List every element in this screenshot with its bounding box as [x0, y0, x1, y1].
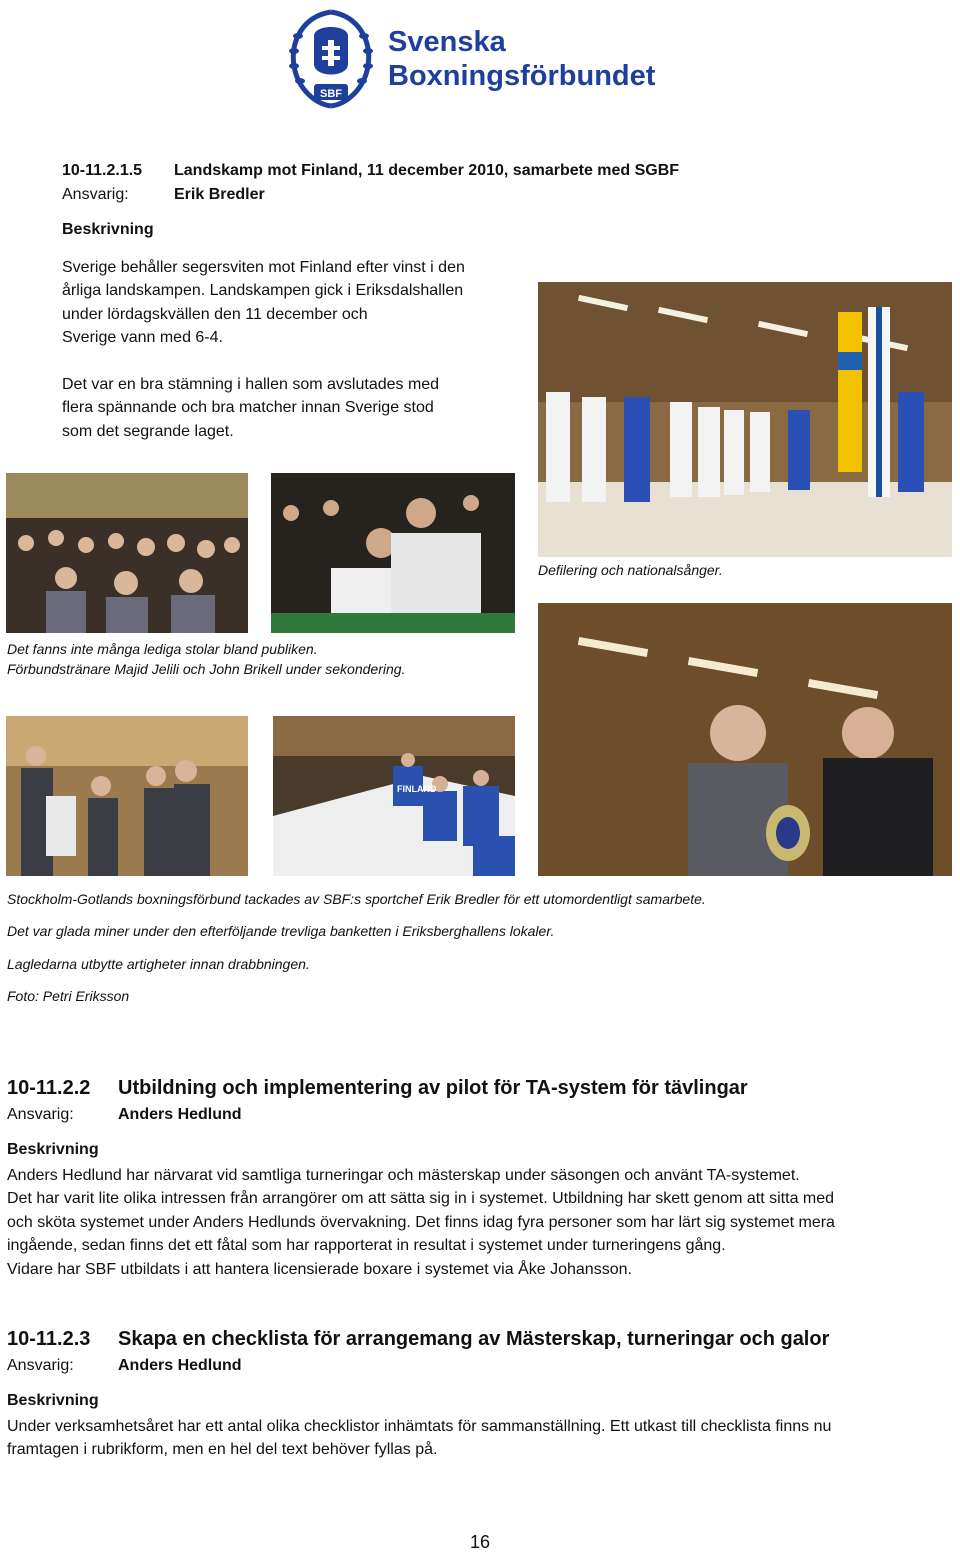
section-number: 10-11.2.2	[7, 1077, 91, 1099]
emblem-text: SBF	[320, 88, 342, 100]
section-title: Utbildning och implementering av pilot för TA-system för tävlingar	[118, 1077, 748, 1099]
ansvarig-name: Anders Hedlund	[118, 1357, 242, 1374]
ansvarig-label: Ansvarig:	[7, 1106, 74, 1123]
photo-banner-text: FINLAND	[397, 784, 437, 794]
section-title: Skapa en checklista för arrangemang av Mästerskap, turneringar och galor	[118, 1328, 830, 1350]
ansvarig-name: Anders Hedlund	[118, 1106, 242, 1123]
paragraph	[7, 1164, 947, 1281]
page-number: 16	[470, 1532, 491, 1552]
photo-trainers	[271, 473, 515, 633]
caption-bottom-1: Stockholm-Gotlands boxningsförbund tackades av SBF:s sportchef Erik Bredler för ett utomordentligt samarbete.	[7, 891, 706, 907]
text-line: Anders Hedlund har närvarat vid samtliga turneringar och mästerskap under säsongen och använt TA-systemet.	[7, 1167, 800, 1184]
photo-defilering	[538, 282, 952, 557]
caption-bottom-3: Lagledarna utbytte artigheter innan drabbningen.	[7, 956, 310, 972]
beskrivning-heading: Beskrivning	[7, 1141, 99, 1158]
sbf-logo	[280, 6, 680, 110]
beskrivning-heading: Beskrivning	[62, 221, 154, 238]
paragraph	[62, 373, 532, 443]
sbf-emblem	[284, 6, 378, 110]
beskrivning-heading: Beskrivning	[7, 1392, 99, 1409]
paragraph	[7, 1415, 947, 1462]
caption-bottom-2: Det var glada miner under den efterföljande trevliga banketten i Eriksberghallens lokaler.	[7, 923, 555, 939]
ansvarig-label: Ansvarig:	[7, 1357, 74, 1374]
photo-credit: Foto: Petri Eriksson	[7, 988, 130, 1004]
text-line: som det segrande laget.	[62, 422, 234, 440]
text-line: framtagen i rubrikform, men en hel del text behöver fyllas på.	[7, 1441, 438, 1459]
section-title: Landskamp mot Finland, 11 december 2010, samarbete med SGBF	[174, 162, 680, 179]
ansvarig-label: Ansvarig:	[62, 186, 129, 203]
text-line: Under verksamhetsåret har ett antal olika checklistor inhämtats för sammanställning. Ett utkast till checklista finns nu	[7, 1418, 832, 1435]
section-number: 10-11.2.3	[7, 1328, 91, 1350]
text-line: under lördagskvällen den 11 december och	[62, 305, 368, 323]
photo-banquet	[273, 716, 515, 876]
paragraph	[62, 256, 532, 350]
caption-publik-1: Det fanns inte många lediga stolar bland publiken.	[7, 641, 318, 657]
text-line: Vidare har SBF utbildats i att hantera licensierade boxare i systemet via Åke Johansson.	[7, 1260, 632, 1278]
photo-award	[538, 603, 952, 876]
text-line: årliga landskampen. Landskampen gick i Eriksdalshallen	[62, 282, 464, 300]
caption-defilering: Defilering och nationalsånger.	[538, 562, 723, 578]
photo-audience	[6, 473, 248, 633]
text-line: Det har varit lite olika intressen från arrangörer om att sätta sig in i systemet. Utbildning har skett genom att sitta med	[7, 1190, 835, 1208]
logo-line2: Boxningsförbundet	[388, 60, 656, 92]
logo-line1: Svenska	[388, 26, 506, 58]
text-line: flera spännande och bra matcher innan Sverige stod	[62, 399, 434, 417]
photo-handshake	[6, 716, 248, 876]
text-line: Sverige vann med 6-4.	[62, 329, 223, 347]
section-number: 10-11.2.1.5	[62, 162, 143, 179]
ansvarig-name: Erik Bredler	[174, 186, 265, 203]
text-line: Sverige behåller segersviten mot Finland efter vinst i den	[62, 259, 465, 276]
text-line: ingående, sedan finns det ett fåtal som har rapporterat in resultat i systemet under turneringens gång.	[7, 1237, 726, 1255]
text-line: Det var en bra stämning i hallen som avslutades med	[62, 376, 440, 393]
caption-publik-2: Förbundstränare Majid Jelili och John Brikell under sekondering.	[7, 661, 406, 677]
text-line: och sköta systemet under Anders Hedlunds övervakning. Det finns idag fyra personer som har lärt sig systemet mera	[7, 1213, 835, 1231]
